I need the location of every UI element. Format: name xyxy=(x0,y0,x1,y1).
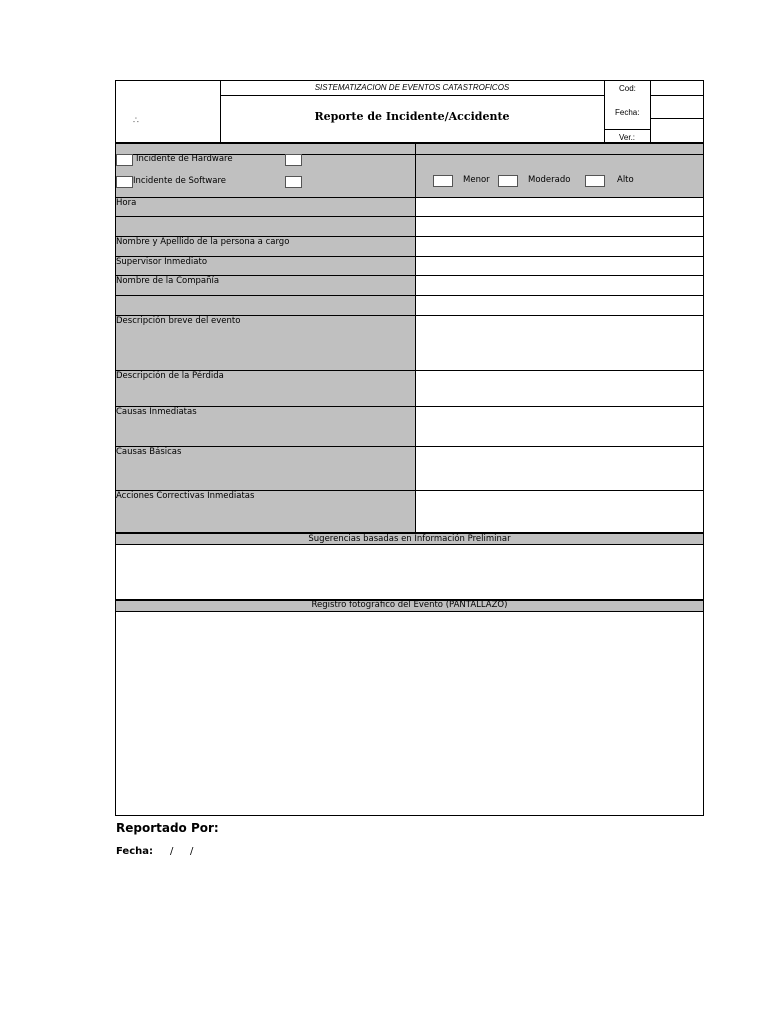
header-divider-meta xyxy=(604,80,605,143)
hardware-label: Incidente de Hardware xyxy=(136,154,233,164)
hardware-checkbox-right[interactable] xyxy=(285,154,302,166)
supervisor-label: Supervisor Inmediato xyxy=(116,257,208,267)
menor-checkbox[interactable] xyxy=(433,175,453,187)
fecha-header-label: Fecha: xyxy=(615,108,640,117)
fecha-footer-label: Fecha: xyxy=(116,846,154,857)
supervisor-input[interactable] xyxy=(416,257,703,275)
moderado-checkbox[interactable] xyxy=(498,175,518,187)
software-label: Incidente de Software xyxy=(133,176,227,186)
descripcion-input[interactable] xyxy=(416,316,703,370)
alto-checkbox[interactable] xyxy=(585,175,605,187)
hora-label: Hora xyxy=(116,198,137,208)
perdida-label: Descripción de la Pérdida xyxy=(116,371,224,381)
software-checkbox-right[interactable] xyxy=(285,176,302,188)
software-checkbox-left[interactable] xyxy=(116,176,133,188)
ver-label: Ver.: xyxy=(619,133,636,142)
fecha-slash-1: / xyxy=(170,846,174,857)
fecha-slash-2: / xyxy=(190,846,194,857)
sugerencias-input[interactable] xyxy=(115,544,704,600)
registro-area[interactable] xyxy=(115,611,704,816)
header-meta-divider-1 xyxy=(650,95,704,96)
causas-inmediatas-label: Causas Inmediatas xyxy=(116,407,197,417)
header-meta-divider-2 xyxy=(650,118,704,119)
causas-inmediatas-input[interactable] xyxy=(416,407,703,446)
nombre-label: Nombre y Apellido de la persona a cargo xyxy=(116,237,290,247)
company-logo: ∴ xyxy=(133,116,139,126)
descripcion-label: Descripción breve del evento xyxy=(116,316,241,326)
header-title-divider xyxy=(220,95,604,96)
causas-basicas-input[interactable] xyxy=(416,447,703,490)
hardware-checkbox-left[interactable] xyxy=(116,154,133,166)
acciones-input[interactable] xyxy=(416,491,703,533)
form-subtitle: Reporte de Incidente/Accidente xyxy=(314,110,510,123)
registro-title: Registro fotográfico del Evento (PANTALLAZO) xyxy=(311,600,508,610)
blank-input-1[interactable] xyxy=(416,217,703,236)
header-divider-meta-value xyxy=(650,80,651,143)
reportado-label: Reportado Por: xyxy=(116,821,219,835)
hora-input[interactable] xyxy=(416,198,703,216)
menor-label: Menor xyxy=(463,175,490,185)
blank-input-2[interactable] xyxy=(416,296,703,315)
perdida-input[interactable] xyxy=(416,371,703,406)
causas-basicas-label: Causas Básicas xyxy=(116,447,182,457)
cod-label: Cod: xyxy=(619,84,636,93)
sugerencias-title: Sugerencias basadas en Información Preliminar xyxy=(308,534,511,544)
nombre-input[interactable] xyxy=(416,237,703,256)
moderado-label: Moderado xyxy=(528,175,571,185)
form-title: SISTEMATIZACION DE EVENTOS CATASTROFICOS xyxy=(314,83,510,92)
compania-input[interactable] xyxy=(416,276,703,295)
alto-label: Alto xyxy=(617,175,634,185)
header-meta-divider-3 xyxy=(604,129,650,130)
acciones-label: Acciones Correctivas Inmediatas xyxy=(116,491,255,501)
compania-label: Nombre de la Compañía xyxy=(116,276,220,286)
